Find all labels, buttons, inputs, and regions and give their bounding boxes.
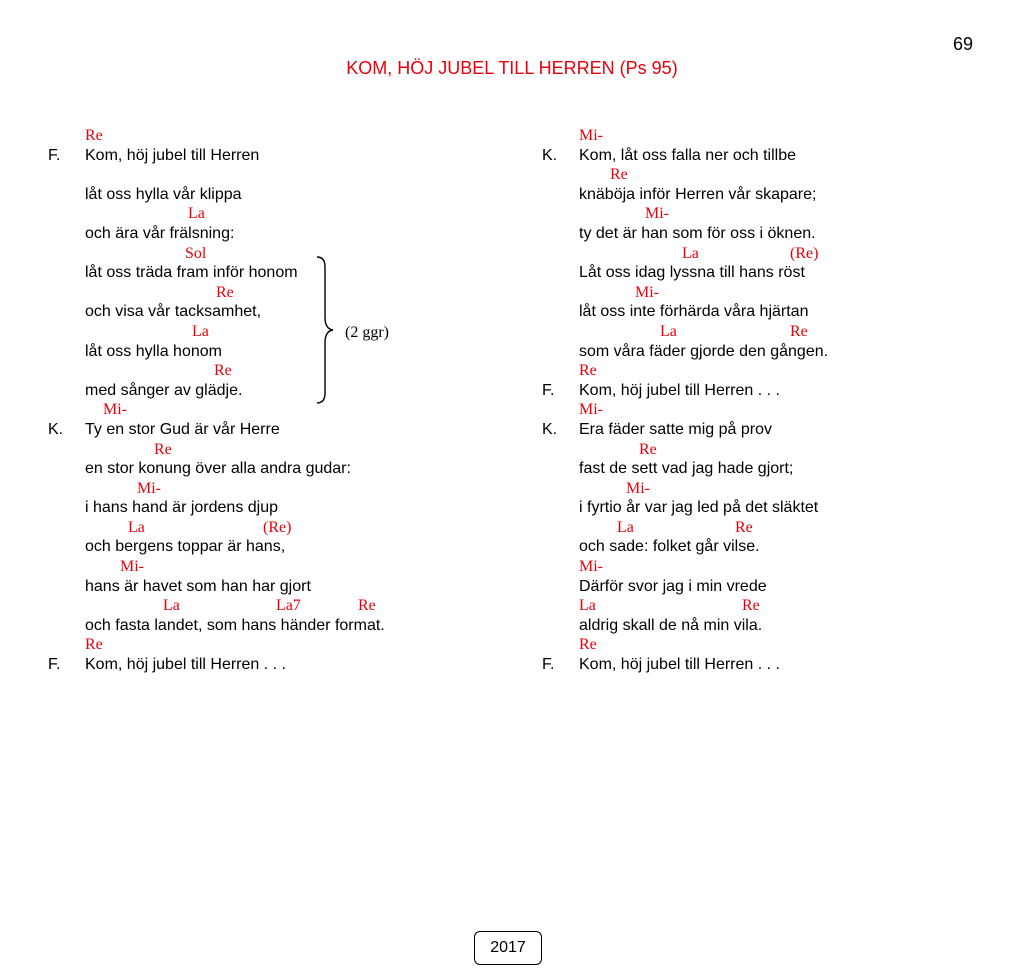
chord: Re [790,322,808,340]
chord: La [579,597,596,615]
chord: Re [358,597,376,615]
lyric-text: låt oss hylla honom [85,342,222,360]
repeat-note: (2 ggr) [345,324,389,341]
chord: Re [610,166,628,184]
speaker-label: K. [542,146,558,164]
lyric-text: Kom, låt oss falla ner och tillbe [579,146,796,164]
chord: La [188,205,205,223]
lyric-text: låt oss träda fram inför honom [85,264,298,282]
lyric-text: Ty en stor Gud är vår Herre [85,420,280,438]
chord: La [617,518,634,536]
lyric-text: Kom, höj jubel till Herren . . . [579,381,780,399]
chord: Mi- [579,558,603,576]
song-title: KOM, HÖJ JUBEL TILL HERREN (Ps 95) [346,58,678,78]
lyric-text: ty det är han som för oss i öknen. [579,224,816,242]
chord: La [128,518,145,536]
chord: (Re) [790,244,819,262]
chord: Re [85,636,103,654]
chord: Re [742,597,760,615]
lyric-text: som våra fäder gjorde den gången. [579,342,829,360]
lyric-text: Kom, höj jubel till Herren . . . [85,656,286,674]
chord: Re [85,127,103,144]
chord: La7 [276,597,301,615]
chord: Mi- [645,205,669,223]
lyric-text: i hans hand är jordens djup [85,499,279,517]
chord: (Re) [263,518,292,536]
chord: La [682,244,699,262]
speaker-label: F. [542,381,555,399]
lyric-text: Era fäder satte mig på prov [579,420,772,438]
lyric-text: med sånger av glädje. [85,381,243,399]
lyric-text: och bergens toppar är hans, [85,538,286,556]
chord: Mi- [579,401,603,419]
chord: La [192,322,209,340]
chord: Mi- [137,479,161,497]
speaker-label: K. [542,420,558,438]
repeat-brace-icon [316,255,346,405]
chord: La [163,597,180,615]
chord: La [660,322,677,340]
page-number: 69 [953,34,974,54]
lyric-text: låt oss hylla vår klippa [85,185,242,203]
chord: Re [579,636,597,654]
chord: Re [216,283,234,301]
lyric-text: och ära vår frälsning: [85,224,235,242]
lyric-text: aldrig skall de nå min vila. [579,616,763,634]
speaker-label: F. [48,146,61,164]
lyric-text: och sade: folket går vilse. [579,538,760,556]
speaker-label: F. [48,656,61,674]
lyric-text: en stor konung över alla andra gudar: [85,460,351,478]
chord: Mi- [626,479,650,497]
lyric-text: i fyrtio år var jag led på det släktet [579,499,819,517]
lyric-text: fast de sett vad jag hade gjort; [579,460,794,478]
chord: Mi- [103,401,127,419]
lyric-text: knäböja inför Herren vår skapare; [579,185,817,203]
chord: Mi- [579,127,603,144]
lyric-text: och visa vår tacksamhet, [85,303,262,321]
chord: Sol [185,244,207,262]
chord: Re [154,440,172,458]
lyric-text: Kom, höj jubel till Herren [85,146,260,164]
lyric-text: Kom, höj jubel till Herren . . . [579,656,780,674]
chord: Re [579,362,597,380]
chord: Mi- [635,283,659,301]
chord: Re [639,440,657,458]
lyric-text: och fasta landet, som hans händer format. [85,616,385,634]
chord: Re [735,518,753,536]
chord: Mi- [120,558,144,576]
lyric-text: Därför svor jag i min vrede [579,577,767,595]
footer-year-box: 2017 [474,931,542,965]
lyric-text: Låt oss idag lyssna till hans röst [579,264,805,282]
speaker-label: F. [542,656,555,674]
lyric-text: låt oss inte förhärda våra hjärtan [579,303,809,321]
lyric-text: hans är havet som han har gjort [85,577,311,595]
speaker-label: K. [48,420,64,438]
chord: Re [214,362,232,380]
